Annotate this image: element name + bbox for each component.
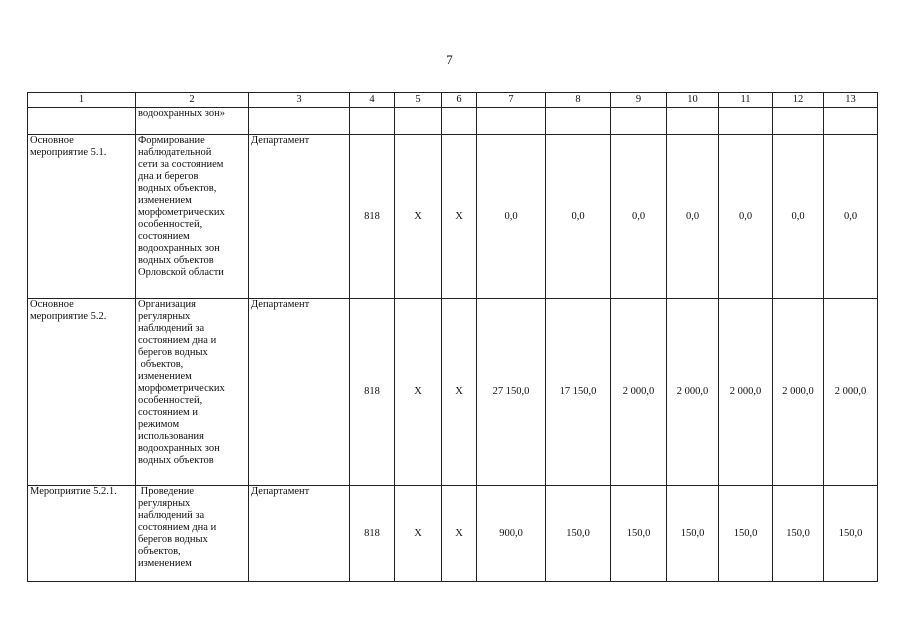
header-cell: 9 <box>611 93 667 108</box>
header-row <box>28 93 878 108</box>
value-cell: 150,0 <box>667 486 719 582</box>
value-cell: 0,0 <box>773 135 824 299</box>
value-cell: Х <box>395 135 442 299</box>
cell-text-line: Формирование <box>138 135 205 146</box>
cell-text-line: состоянием дна и <box>138 522 217 533</box>
value-cell: Х <box>442 486 477 582</box>
cell-text-line: регулярных <box>138 311 191 322</box>
cell-text-line: особенностей, <box>138 219 203 230</box>
description-cell <box>136 486 249 582</box>
name-cell <box>28 299 136 486</box>
header-cell: 8 <box>546 93 611 108</box>
value-cell <box>824 108 878 135</box>
value-cell: Х <box>442 299 477 486</box>
name-cell <box>28 135 136 299</box>
value-cell: 150,0 <box>773 486 824 582</box>
page-number: 7 <box>446 52 453 67</box>
value-cell: 2 000,0 <box>611 299 667 486</box>
value-cell: 0,0 <box>667 135 719 299</box>
value-cell: Х <box>395 486 442 582</box>
cell-text-line: состоянием <box>138 231 190 242</box>
cell-text-line: использования <box>138 431 204 442</box>
name-cell <box>28 108 136 135</box>
cell-text-line: водных объектов, <box>138 183 217 194</box>
executor-cell: Департамент <box>249 486 350 582</box>
cell-text-line: берегов водных <box>138 347 208 358</box>
value-cell: 2 000,0 <box>773 299 824 486</box>
value-cell: 2 000,0 <box>824 299 878 486</box>
value-cell: 150,0 <box>824 486 878 582</box>
header-cell: 2 <box>136 93 249 108</box>
cell-text-line: мероприятие 5.1. <box>30 147 107 158</box>
value-cell <box>611 108 667 135</box>
cell-text-line: водоохранных зон <box>138 243 220 254</box>
cell-text-line: водных объектов <box>138 255 214 266</box>
cell-text-line: состоянием дна и <box>138 335 217 346</box>
cell-text-line: Организация <box>138 299 196 310</box>
value-cell: 2 000,0 <box>667 299 719 486</box>
executor-cell: Департамент <box>249 299 350 486</box>
value-cell: Х <box>395 299 442 486</box>
description-cell <box>136 135 249 299</box>
cell-text-line: объектов, <box>138 546 181 557</box>
table-row <box>28 108 878 135</box>
cell-text-line: объектов, <box>138 359 184 370</box>
header-cell: 10 <box>667 93 719 108</box>
cell-text-line: морфометрических <box>138 207 225 218</box>
header-cell: 13 <box>824 93 878 108</box>
value-cell: 818 <box>350 486 395 582</box>
value-cell: 0,0 <box>611 135 667 299</box>
cell-text-line: водных объектов <box>138 455 214 466</box>
cell-text-line: изменением <box>138 371 192 382</box>
value-cell: 150,0 <box>546 486 611 582</box>
value-cell: 0,0 <box>477 135 546 299</box>
value-cell <box>546 108 611 135</box>
value-cell: 0,0 <box>824 135 878 299</box>
cell-text-line: наблюдений за <box>138 510 205 521</box>
value-cell: 900,0 <box>477 486 546 582</box>
value-cell: Х <box>442 135 477 299</box>
cell-text-line: сети за состоянием <box>138 159 224 170</box>
value-cell <box>667 108 719 135</box>
header-cell: 6 <box>442 93 477 108</box>
description-cell <box>136 299 249 486</box>
table-row <box>28 486 878 582</box>
cell-text-line: состоянием и <box>138 407 198 418</box>
cell-text-line: наблюдений за <box>138 323 205 334</box>
value-cell: 2 000,0 <box>719 299 773 486</box>
header-cell: 11 <box>719 93 773 108</box>
cell-text-line: режимом <box>138 419 180 430</box>
description-cell <box>136 108 249 135</box>
header-cell: 1 <box>28 93 136 108</box>
cell-text-line: изменением <box>138 195 192 206</box>
cell-text-line: Основное <box>30 135 74 146</box>
value-cell <box>442 108 477 135</box>
value-cell: 150,0 <box>719 486 773 582</box>
header-cell: 7 <box>477 93 546 108</box>
cell-text-line: берегов водных <box>138 534 208 545</box>
value-cell: 0,0 <box>546 135 611 299</box>
value-cell <box>719 108 773 135</box>
cell-text-line: Основное <box>30 299 74 310</box>
header-cell: 3 <box>249 93 350 108</box>
cell-text-line: водоохранных зон» <box>138 108 225 119</box>
header-cell: 5 <box>395 93 442 108</box>
executor-cell: Департамент <box>249 135 350 299</box>
value-cell: 27 150,0 <box>477 299 546 486</box>
value-cell <box>350 108 395 135</box>
value-cell: 818 <box>350 135 395 299</box>
cell-text-line: Орловской области <box>138 267 224 278</box>
table-row <box>28 299 878 486</box>
cell-text-line: особенностей, <box>138 395 203 406</box>
value-cell: 818 <box>350 299 395 486</box>
value-cell <box>477 108 546 135</box>
cell-text-line: Проведение <box>138 486 195 497</box>
value-cell: 0,0 <box>719 135 773 299</box>
budget-table <box>27 92 878 582</box>
cell-text-line: наблюдательной <box>138 147 212 158</box>
value-cell: 150,0 <box>611 486 667 582</box>
header-cell: 4 <box>350 93 395 108</box>
executor-cell <box>249 108 350 135</box>
cell-text-line: Мероприятие 5.2.1. <box>30 486 117 497</box>
header-cell: 12 <box>773 93 824 108</box>
cell-text-line: регулярных <box>138 498 191 509</box>
value-cell <box>773 108 824 135</box>
cell-text-line: морфометрических <box>138 383 225 394</box>
value-cell: 17 150,0 <box>546 299 611 486</box>
cell-text-line: водоохранных зон <box>138 443 220 454</box>
value-cell <box>395 108 442 135</box>
table-row <box>28 135 878 299</box>
cell-text-line: изменением <box>138 558 192 569</box>
name-cell <box>28 486 136 582</box>
cell-text-line: мероприятие 5.2. <box>30 311 107 322</box>
cell-text-line: дна и берегов <box>138 171 199 182</box>
